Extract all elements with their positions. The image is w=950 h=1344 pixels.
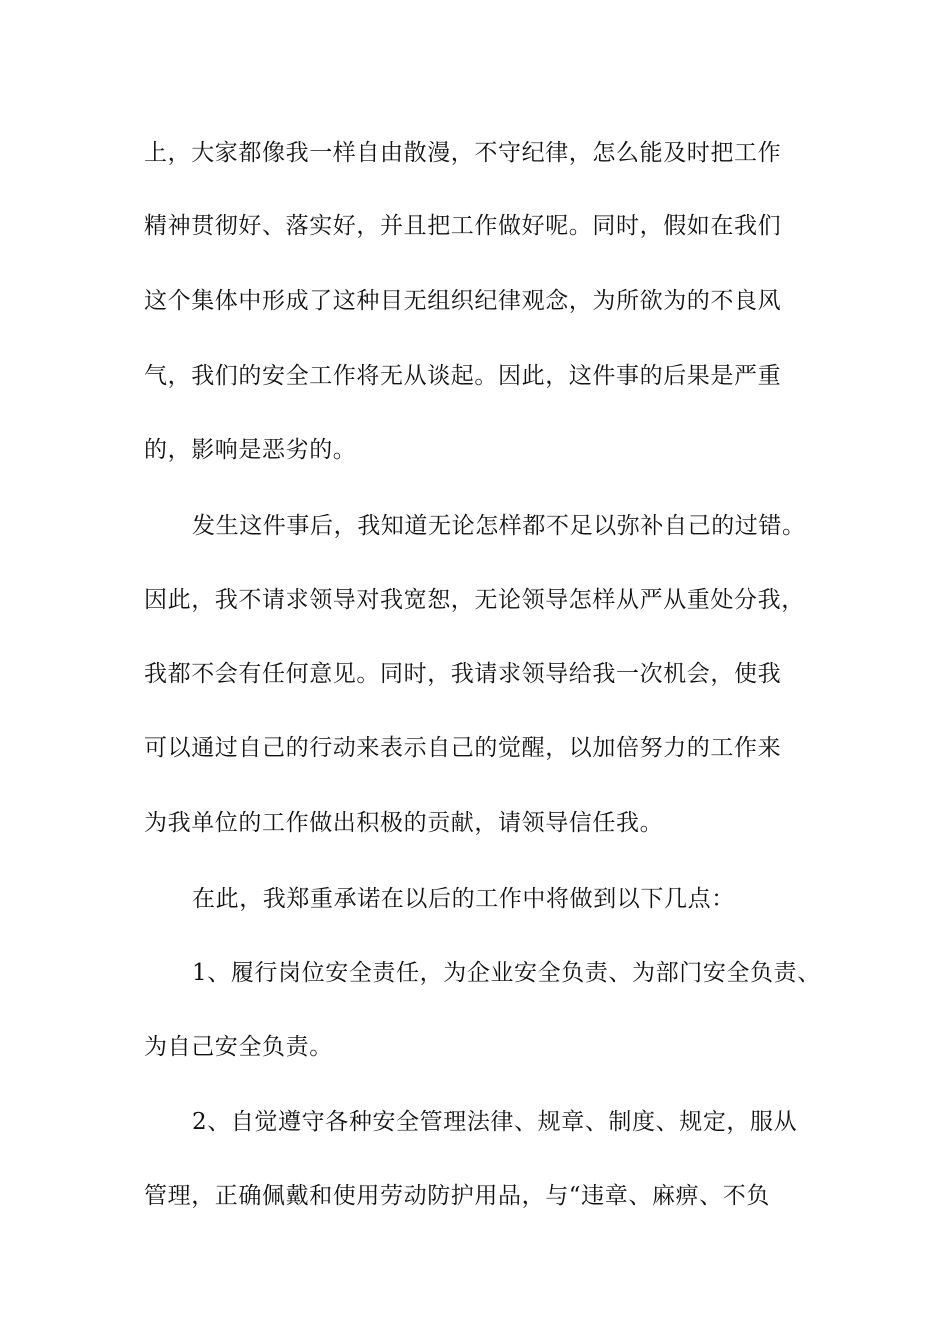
list-item-line: 为自己安全负责。 (144, 1034, 333, 1060)
paragraph-line: 因此，我不请求领导对我宽恕，无论领导怎样从严从重处分我， (144, 587, 805, 613)
paragraph-line: 我都不会有任何意见。同时，我请求领导给我一次机会，使我 (144, 661, 782, 687)
list-item-line: 2、自觉遵守各种安全管理法律、规章、制度、规定，服从 (192, 1109, 798, 1135)
paragraph-line: 的，影响是恶劣的。 (144, 437, 357, 463)
list-item-line: 1、履行岗位安全责任，为企业安全负责、为部门安全负责、 (192, 960, 821, 986)
paragraph-line: 上，大家都像我一样自由散漫，不守纪律，怎么能及时把工作 (144, 140, 782, 166)
paragraph-line: 发生这件事后，我知道无论怎样都不足以弥补自己的过错。 (192, 513, 806, 539)
list-item-line: 管理，正确佩戴和使用劳动防护用品，与“违章、麻痹、不负 (144, 1183, 770, 1209)
paragraph-line: 可以通过自己的行动来表示自己的觉醒，以加倍努力的工作来 (144, 735, 782, 761)
paragraph-line: 这个集体中形成了这种目无组织纪律观念，为所欲为的不良风 (144, 288, 782, 314)
paragraph-line: 在此，我郑重承诺在以后的工作中将做到以下几点： (192, 886, 735, 912)
paragraph-line: 为我单位的工作做出积极的贡献，请领导信任我。 (144, 810, 664, 836)
paragraph-line: 气，我们的安全工作将无从谈起。因此，这件事的后果是严重 (144, 363, 782, 389)
paragraph-line: 精神贯彻好、落实好，并且把工作做好呢。同时，假如在我们 (144, 213, 782, 239)
